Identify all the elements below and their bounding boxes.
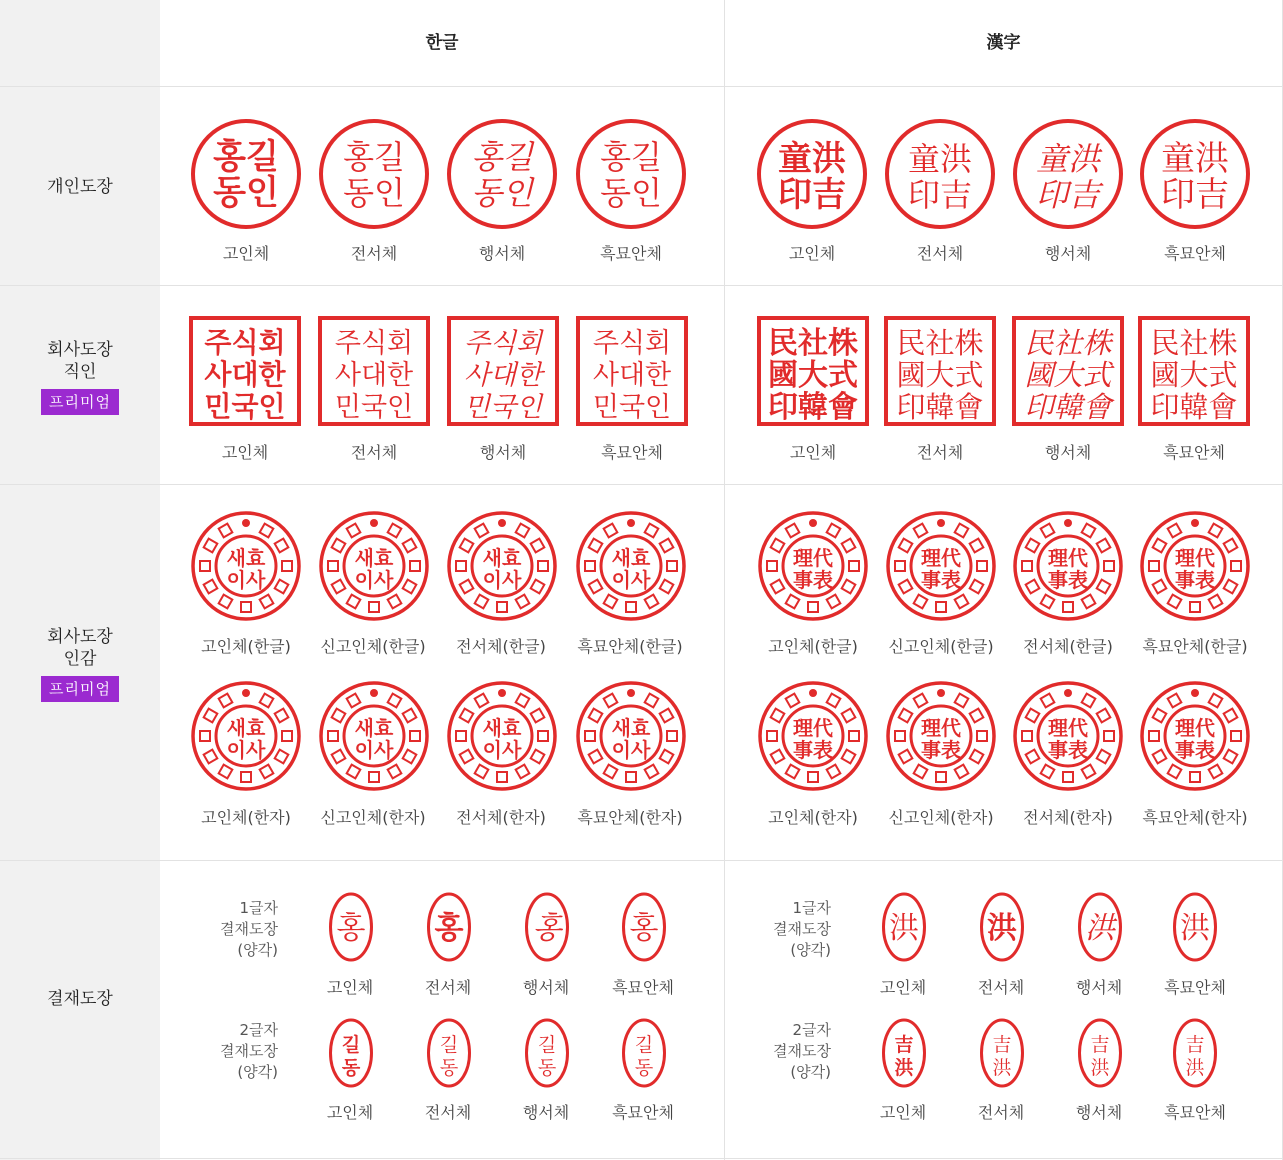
sublabel-line: 1글자 bbox=[239, 899, 278, 917]
svg-text:이사: 이사 bbox=[354, 568, 394, 592]
style-caption: 신고인체(한자) bbox=[320, 808, 426, 827]
style-caption: 전서체 bbox=[977, 1103, 1025, 1122]
approval-sublabel-one bbox=[168, 898, 278, 961]
personal-stamp-hanja-jeonseo bbox=[884, 118, 996, 230]
approval-seal bbox=[881, 892, 927, 962]
sublabel-line: 결재도장 bbox=[220, 920, 278, 938]
svg-text:길: 길 bbox=[537, 1034, 557, 1056]
style-caption: 고인체 bbox=[326, 1103, 374, 1122]
approval-seal bbox=[524, 1018, 570, 1088]
svg-text:印吉: 印吉 bbox=[1161, 175, 1229, 215]
svg-text:理代: 理代 bbox=[793, 716, 833, 740]
round-company-seal bbox=[757, 510, 869, 622]
style-caption: 전서체 bbox=[424, 978, 472, 997]
premium-badge: 프리미엄 bbox=[41, 389, 119, 415]
approval-seal bbox=[881, 1018, 927, 1088]
style-caption: 신고인체(한글) bbox=[320, 637, 426, 656]
style-caption: 흑묘안체(한자) bbox=[1142, 808, 1248, 827]
svg-text:동인: 동인 bbox=[213, 173, 279, 213]
square-stamp-hangul-heukmyo bbox=[576, 316, 688, 426]
svg-text:이사: 이사 bbox=[611, 568, 651, 592]
svg-text:사대한: 사대한 bbox=[204, 358, 286, 391]
personal-stamp-hangul-haengseo bbox=[446, 118, 558, 230]
svg-text:吉: 吉 bbox=[1090, 1034, 1110, 1056]
svg-text:民社株: 民社株 bbox=[896, 326, 984, 360]
svg-text:吉: 吉 bbox=[992, 1034, 1012, 1056]
personal-stamp-hangul-goin bbox=[190, 118, 302, 230]
style-caption: 신고인체(한자) bbox=[888, 808, 994, 827]
svg-text:國大式: 國大式 bbox=[768, 358, 858, 393]
divider bbox=[0, 860, 1283, 861]
square-stamp-hangul-haengseo bbox=[447, 316, 559, 426]
style-caption: 고인체(한글) bbox=[768, 637, 858, 656]
sublabel-line: (양각) bbox=[790, 1063, 831, 1081]
svg-text:童洪: 童洪 bbox=[1161, 139, 1229, 179]
svg-text:사대한: 사대한 bbox=[334, 360, 414, 391]
svg-text:이사: 이사 bbox=[226, 738, 266, 762]
svg-text:길: 길 bbox=[634, 1034, 654, 1056]
svg-text:홍길: 홍길 bbox=[213, 137, 279, 177]
svg-text:童洪: 童洪 bbox=[778, 139, 846, 179]
svg-text:이사: 이사 bbox=[226, 568, 266, 592]
round-company-seal bbox=[446, 510, 558, 622]
style-caption: 흑묘안체 bbox=[1164, 978, 1226, 997]
svg-text:이사: 이사 bbox=[482, 738, 522, 762]
svg-text:주식회: 주식회 bbox=[463, 328, 543, 359]
svg-text:理代: 理代 bbox=[921, 716, 961, 740]
svg-text:國大式: 國大式 bbox=[1150, 358, 1238, 392]
svg-text:이사: 이사 bbox=[482, 568, 522, 592]
row-label-line: 인감 bbox=[63, 649, 97, 669]
style-caption: 흑묘안체 bbox=[1163, 443, 1225, 462]
round-company-seal bbox=[1139, 680, 1251, 792]
style-caption: 고인체(한글) bbox=[201, 637, 291, 656]
style-caption: 흑묘안체(한글) bbox=[577, 637, 683, 656]
sublabel-line: 1글자 bbox=[792, 899, 831, 917]
svg-text:새효: 새효 bbox=[482, 546, 522, 570]
svg-text:印韓會: 印韓會 bbox=[1150, 390, 1238, 424]
approval-seal bbox=[1172, 1018, 1218, 1088]
personal-stamp-hangul-heukmyo bbox=[575, 118, 687, 230]
style-caption: 행서체 bbox=[1075, 1103, 1123, 1122]
sublabel-line: 2글자 bbox=[239, 1021, 278, 1039]
square-stamp-hangul-jeonseo bbox=[318, 316, 430, 426]
style-caption: 고인체(한자) bbox=[768, 808, 858, 827]
svg-text:理代: 理代 bbox=[1048, 546, 1088, 570]
style-caption: 전서체 bbox=[916, 443, 964, 462]
svg-text:事表: 事表 bbox=[1175, 568, 1215, 592]
svg-text:홍: 홍 bbox=[336, 911, 366, 946]
style-caption: 전서체(한글) bbox=[1023, 637, 1113, 656]
svg-text:이사: 이사 bbox=[611, 738, 651, 762]
personal-stamp-hanja-haengseo bbox=[1012, 118, 1124, 230]
square-stamp-hanja-haengseo bbox=[1012, 316, 1124, 426]
approval-seal bbox=[1172, 892, 1218, 962]
sublabel-line: 결재도장 bbox=[220, 1042, 278, 1060]
round-company-seal bbox=[885, 680, 997, 792]
premium-badge: 프리미엄 bbox=[41, 676, 119, 702]
svg-text:홍길: 홍길 bbox=[471, 138, 533, 176]
svg-text:吉: 吉 bbox=[894, 1034, 914, 1056]
row-label-company-round bbox=[0, 626, 160, 702]
personal-stamp-hangul-jeonseo bbox=[318, 118, 430, 230]
column-header-hanja: 漢字 bbox=[986, 33, 1021, 53]
style-caption: 행서체 bbox=[1044, 443, 1092, 462]
svg-text:길: 길 bbox=[439, 1034, 459, 1056]
square-stamp-hangul-goin bbox=[189, 316, 301, 426]
round-company-seal bbox=[190, 680, 302, 792]
personal-stamp-hanja-goin bbox=[756, 118, 868, 230]
svg-text:새효: 새효 bbox=[611, 546, 651, 570]
approval-seal bbox=[621, 892, 667, 962]
divider bbox=[724, 0, 725, 1160]
svg-text:事表: 事表 bbox=[793, 738, 833, 762]
svg-text:길: 길 bbox=[341, 1034, 361, 1056]
svg-text:새효: 새효 bbox=[226, 716, 266, 740]
style-caption: 행서체 bbox=[479, 443, 527, 462]
svg-text:民社株: 民社株 bbox=[1150, 326, 1238, 360]
svg-text:동인: 동인 bbox=[600, 174, 662, 212]
style-caption: 전서체(한자) bbox=[1023, 808, 1113, 827]
divider bbox=[0, 484, 1283, 485]
style-caption: 흑묘안체 bbox=[612, 978, 674, 997]
style-caption: 행서체 bbox=[1075, 978, 1123, 997]
square-stamp-hanja-heukmyo bbox=[1138, 316, 1250, 426]
approval-seal bbox=[328, 1018, 374, 1088]
approval-seal bbox=[426, 892, 472, 962]
svg-text:동: 동 bbox=[341, 1057, 361, 1079]
svg-text:印韓會: 印韓會 bbox=[768, 390, 858, 425]
round-company-seal bbox=[885, 510, 997, 622]
svg-text:홍: 홍 bbox=[532, 911, 562, 946]
sublabel-line: 결재도장 bbox=[773, 1042, 831, 1060]
style-caption: 전서체(한자) bbox=[456, 808, 546, 827]
svg-text:주식회: 주식회 bbox=[334, 328, 414, 359]
style-caption: 행서체 bbox=[1044, 244, 1092, 263]
svg-text:사대한: 사대한 bbox=[592, 360, 672, 391]
style-caption: 고인체 bbox=[789, 443, 837, 462]
style-caption: 흑묘안체(한글) bbox=[1142, 637, 1248, 656]
round-company-seal bbox=[318, 680, 430, 792]
svg-text:理代: 理代 bbox=[1048, 716, 1088, 740]
svg-text:洪: 洪 bbox=[889, 911, 919, 946]
round-company-seal bbox=[446, 680, 558, 792]
svg-text:事表: 事表 bbox=[921, 568, 961, 592]
svg-text:事表: 事表 bbox=[793, 568, 833, 592]
svg-text:理代: 理代 bbox=[1175, 716, 1215, 740]
round-company-seal bbox=[318, 510, 430, 622]
svg-text:洪: 洪 bbox=[987, 911, 1017, 946]
style-caption: 고인체 bbox=[326, 978, 374, 997]
style-caption: 전서체 bbox=[977, 978, 1025, 997]
svg-text:事表: 事表 bbox=[1048, 568, 1088, 592]
svg-text:새효: 새효 bbox=[354, 716, 394, 740]
svg-text:주식회: 주식회 bbox=[204, 326, 286, 359]
svg-text:홍길: 홍길 bbox=[600, 138, 662, 176]
svg-text:민국인: 민국인 bbox=[463, 392, 543, 423]
style-caption: 흑묘안체 bbox=[601, 443, 663, 462]
divider bbox=[0, 285, 1283, 286]
svg-text:새효: 새효 bbox=[482, 716, 522, 740]
svg-text:洪: 洪 bbox=[894, 1057, 914, 1079]
svg-text:민국인: 민국인 bbox=[334, 392, 414, 423]
personal-stamp-hanja-heukmyo bbox=[1139, 118, 1251, 230]
svg-text:民社株: 民社株 bbox=[1024, 326, 1112, 360]
row-label-personal: 개인도장 bbox=[47, 177, 113, 197]
round-company-seal bbox=[1012, 510, 1124, 622]
svg-text:동: 동 bbox=[537, 1057, 557, 1079]
style-caption: 전서체 bbox=[350, 443, 398, 462]
approval-seal bbox=[979, 1018, 1025, 1088]
round-company-seal bbox=[1139, 510, 1251, 622]
svg-text:洪: 洪 bbox=[1185, 1057, 1205, 1079]
square-stamp-hanja-goin bbox=[757, 316, 869, 426]
svg-text:印吉: 印吉 bbox=[907, 176, 973, 214]
svg-text:동인: 동인 bbox=[471, 174, 533, 212]
svg-text:吉: 吉 bbox=[1185, 1034, 1205, 1056]
square-stamp-hanja-jeonseo bbox=[884, 316, 996, 426]
sublabel-line: (양각) bbox=[237, 1063, 278, 1081]
svg-text:홍: 홍 bbox=[434, 911, 464, 946]
svg-text:홍: 홍 bbox=[629, 911, 659, 946]
style-caption: 고인체 bbox=[788, 244, 836, 263]
svg-text:洪: 洪 bbox=[1085, 911, 1115, 946]
svg-text:주식회: 주식회 bbox=[592, 328, 672, 359]
approval-sublabel-one bbox=[721, 898, 831, 961]
svg-text:民社株: 民社株 bbox=[768, 326, 858, 361]
svg-text:새효: 새효 bbox=[611, 716, 651, 740]
style-caption: 흑묘안체(한자) bbox=[577, 808, 683, 827]
column-header-hangul: 한글 bbox=[425, 33, 459, 53]
approval-seal bbox=[1077, 892, 1123, 962]
approval-seal bbox=[328, 892, 374, 962]
sublabel-line: (양각) bbox=[790, 941, 831, 959]
sublabel-line: (양각) bbox=[237, 941, 278, 959]
svg-text:민국인: 민국인 bbox=[592, 392, 672, 423]
svg-text:事表: 事表 bbox=[921, 738, 961, 762]
style-caption: 행서체 bbox=[522, 978, 570, 997]
svg-text:印韓會: 印韓會 bbox=[1024, 390, 1112, 424]
style-caption: 전서체(한글) bbox=[456, 637, 546, 656]
style-caption: 흑묘안체 bbox=[1164, 244, 1226, 263]
approval-seal bbox=[1077, 1018, 1123, 1088]
svg-text:민국인: 민국인 bbox=[204, 390, 286, 423]
approval-seal bbox=[524, 892, 570, 962]
style-caption: 고인체 bbox=[879, 978, 927, 997]
style-caption: 행서체 bbox=[478, 244, 526, 263]
divider bbox=[0, 86, 1283, 87]
svg-text:國大式: 國大式 bbox=[896, 358, 984, 392]
round-company-seal bbox=[575, 680, 687, 792]
row-label-approval: 결재도장 bbox=[47, 989, 113, 1009]
approval-sublabel-two bbox=[721, 1020, 831, 1083]
style-caption: 신고인체(한글) bbox=[888, 637, 994, 656]
style-caption: 고인체(한자) bbox=[201, 808, 291, 827]
svg-text:印韓會: 印韓會 bbox=[896, 390, 984, 424]
svg-text:印吉: 印吉 bbox=[778, 175, 846, 215]
svg-text:새효: 새효 bbox=[354, 546, 394, 570]
svg-text:동: 동 bbox=[439, 1057, 459, 1079]
svg-text:童洪: 童洪 bbox=[1035, 140, 1101, 178]
svg-text:洪: 洪 bbox=[992, 1057, 1012, 1079]
style-caption: 행서체 bbox=[522, 1103, 570, 1122]
svg-text:事表: 事表 bbox=[1048, 738, 1088, 762]
approval-seal bbox=[426, 1018, 472, 1088]
svg-text:사대한: 사대한 bbox=[463, 360, 543, 391]
style-caption: 고인체 bbox=[879, 1103, 927, 1122]
round-company-seal bbox=[575, 510, 687, 622]
approval-sublabel-two bbox=[168, 1020, 278, 1083]
svg-text:理代: 理代 bbox=[793, 546, 833, 570]
svg-text:理代: 理代 bbox=[921, 546, 961, 570]
svg-text:이사: 이사 bbox=[354, 738, 394, 762]
divider bbox=[0, 1158, 1283, 1159]
row-label-line: 직인 bbox=[63, 362, 97, 382]
style-caption: 흑묘안체 bbox=[600, 244, 662, 263]
svg-text:國大式: 國大式 bbox=[1024, 358, 1112, 392]
svg-text:洪: 洪 bbox=[1090, 1057, 1110, 1079]
style-caption: 흑묘안체 bbox=[612, 1103, 674, 1122]
svg-text:새효: 새효 bbox=[226, 546, 266, 570]
svg-text:事表: 事表 bbox=[1175, 738, 1215, 762]
svg-text:동: 동 bbox=[634, 1057, 654, 1079]
style-caption: 전서체 bbox=[350, 244, 398, 263]
row-label-company-square bbox=[0, 339, 160, 415]
row-label-line: 회사도장 bbox=[47, 340, 113, 360]
style-caption: 흑묘안체 bbox=[1164, 1103, 1226, 1122]
approval-seal bbox=[621, 1018, 667, 1088]
sublabel-line: 결재도장 bbox=[773, 920, 831, 938]
approval-seal bbox=[979, 892, 1025, 962]
row-header-column bbox=[0, 0, 160, 1160]
round-company-seal bbox=[190, 510, 302, 622]
style-caption: 고인체 bbox=[221, 443, 269, 462]
style-caption: 전서체 bbox=[424, 1103, 472, 1122]
round-company-seal bbox=[757, 680, 869, 792]
style-caption: 전서체 bbox=[916, 244, 964, 263]
row-label-line: 회사도장 bbox=[47, 627, 113, 647]
svg-text:印吉: 印吉 bbox=[1035, 176, 1101, 214]
style-caption: 고인체 bbox=[222, 244, 270, 263]
svg-text:童洪: 童洪 bbox=[907, 140, 973, 178]
svg-text:洪: 洪 bbox=[1180, 911, 1210, 946]
svg-text:홍길: 홍길 bbox=[343, 138, 405, 176]
svg-text:동인: 동인 bbox=[343, 174, 405, 212]
sublabel-line: 2글자 bbox=[792, 1021, 831, 1039]
round-company-seal bbox=[1012, 680, 1124, 792]
svg-text:理代: 理代 bbox=[1175, 546, 1215, 570]
